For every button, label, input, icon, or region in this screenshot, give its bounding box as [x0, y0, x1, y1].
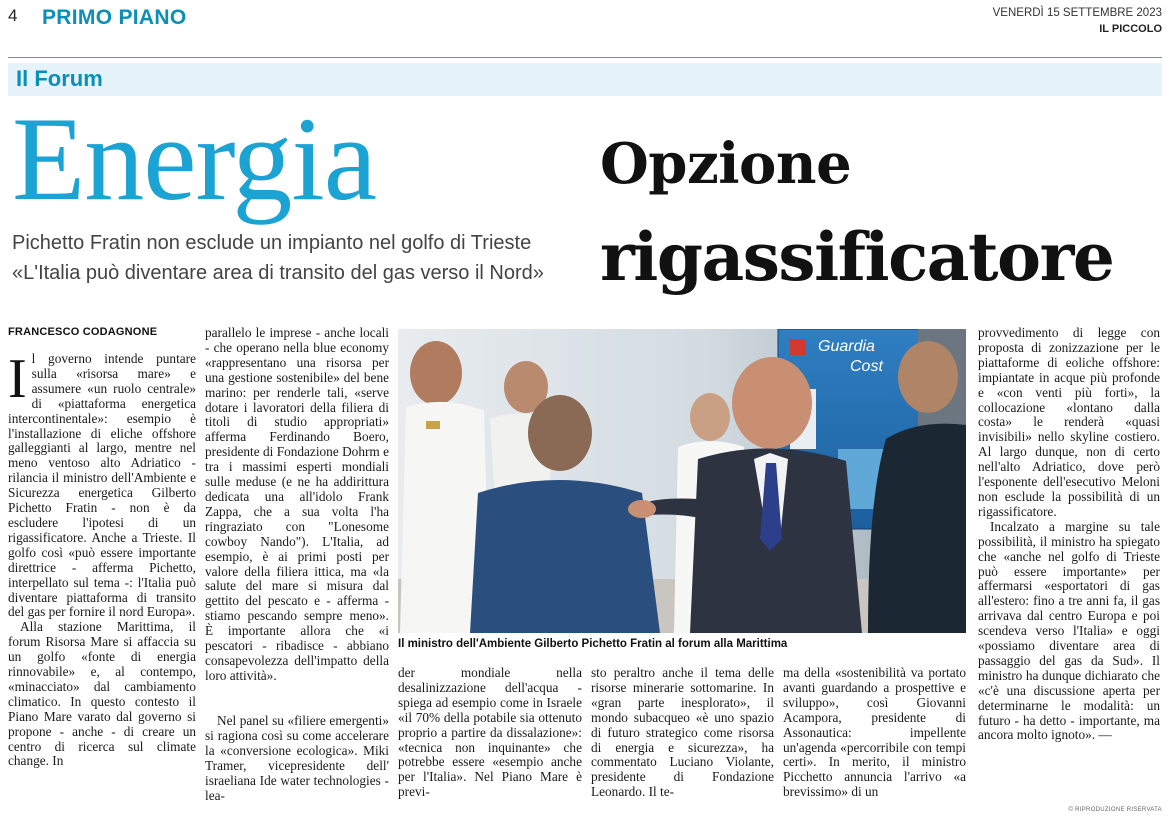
photo-caption: Il ministro dell'Ambiente Gilberto Pichetto Fratin al forum alla Marittima: [398, 638, 788, 650]
header-divider: [8, 57, 1162, 58]
headline-line-2: rigassificatore: [600, 218, 1114, 296]
article-column-4: [591, 666, 774, 814]
topic-title: Energia: [12, 92, 376, 225]
subhead-2: «L'Italia può diventare area di transito del gas verso il Nord»: [12, 262, 544, 284]
paragraph: der mondiale nella desalinizzazione dell'acqua - spiega ad esempio come in Israele «il 70% della potabile sia ottenuto proprio a partire da dissalazione»: «tecnica non inquinante» che potrebbe essere «esempio anche per l'Italia». Nel Piano Mare è previ-: [398, 666, 582, 800]
article-column-3: [398, 666, 582, 814]
paragraph: Il governo intende puntare sulla «risorsa mare» e assumere «un ruolo centrale» di «piattaforma energetica intercontinentale»: esempio è l'installazione di eliche offshore galleggianti al largo, mentre nel meno ventoso alto Adriatico - rilancia il ministro dell'Ambiente e Sicurezza energetica Gilberto Pichetto Fratin - non è da escludere l'ipotesi di un rigassificatore. Anche a Trieste. Il golfo così «può essere importante direttrice - afferma Pichetto, interpellato sul tema -: l'Italia può diventare piattaforma di transito del gas per fornire il nord Europa».: [8, 352, 196, 620]
paragraph: provvedimento di legge con proposta di zonizzazione per le piattaforme di eoliche offshore: impiantate in acque più profonde e «con venti più forti», la collocazione «lontano dalla costa» le renderà «quasi invisibili» nello skyline costiero. Al largo dunque, non di certo nell'alto Adriatico, dove però l'esponente dell'esecutivo Meloni non esclude la possibilità di un rigassificatore.: [978, 326, 1160, 519]
issue-date: VENERDÌ 15 SETTEMBRE 2023: [992, 7, 1162, 19]
article-column-5: [783, 666, 966, 814]
forum-label: Il Forum: [16, 66, 103, 91]
article-photo: [398, 329, 966, 633]
byline: FRANCESCO CODAGNONE: [8, 326, 158, 338]
article-column-1: [8, 352, 196, 814]
banner-text-2: Cost: [850, 358, 883, 375]
paragraph: parallelo le imprese - anche locali - che operano nella blue economy «rappresentano una risorsa per una gestione sostenibile» del bene marino: per renderle tali, «serve dotare i lavoratori della filiera di titoli di studio appropriati» afferma Ferdinando Boero, presidente di Fondazione Dohrm e tra i massimi esperti mondiali sulle meduse (e ne ha addirittura dedicata una all'idolo Frank Zappa, che a sua volta l'ha ringraziato con "Lonesome cowboy Nando"). L'Italia, ad esempio, è ai primi posti per valore della filiera ittica, ma «la salute del mare si misura dal gettito del pescato e - afferma - stiamo pescando sempre meno». È importante allora che «i pescatori - ribadisce - abbiano consapevolezza dell'impatto della loro attività».: [205, 326, 389, 683]
paragraph: ma della «sostenibilità va portato avanti guardando a prospettive e sviluppo», così Giovanni Acampora, presidente di Assonautica: impellente un'agenda «percorribile con tempi certi». In merito, il ministro Picchetto annuncia l'arrivo «a brevissimo» di un: [783, 666, 966, 800]
article-column-6: [978, 326, 1160, 806]
paragraph: Nel panel su «filiere emergenti» si ragiona così su come accelerare la «conversione ecologica». Miki Tramer, vicepresidente dell' israeliana Ide water technologies - lea-: [205, 714, 389, 803]
drop-cap: I: [8, 352, 27, 410]
paragraph: Incalzato a margine su tale possibilità, il ministro ha spiegato che «anche nel golfo di Trieste può essere importante» per affermarsi «esportatori di gas all'estero: fino a tre anni fa, il gas arrivava dal centro Europa e poi scendeva verso l'Italia» e oggi «possiamo diventare area di passaggio del gas da Sud». Il ministro ha dunque dichiarato che «c'è una discussione aperta per determinarne le modalità: un futuro - ha detto - importante, ma ancora molto ignoto». —: [978, 518, 1160, 743]
section-title: PRIMO PIANO: [42, 6, 187, 29]
copyright-notice: © RIPRODUZIONE RISERVATA: [1068, 807, 1162, 813]
paragraph: Alla stazione Marittima, il forum Risorsa Mare si affaccia su un golfo «fonte di energia rinnovabile» e, al contempo, «minacciato» dal cambiamento climatico. In questo contesto il Piano Mare varato dal governo si propone - anche - di creare un centro di ricerca sul climate change. In: [8, 619, 196, 769]
article-column-2: [205, 326, 389, 714]
banner-text-1: Guardia: [818, 338, 875, 355]
headline-line-1: Opzione: [600, 131, 852, 197]
article-column-2-continued: [205, 714, 389, 814]
newspaper-name: IL PICCOLO: [1099, 23, 1162, 35]
subhead-1: Pichetto Fratin non esclude un impianto nel golfo di Trieste: [12, 232, 532, 254]
page-number: 4: [8, 6, 18, 25]
paragraph: sto peraltro anche il tema delle risorse minerarie sottomarine. In «gran parte inesplorato», il mondo subacqueo «è uno spazio di futuro strategico come risorsa di energia e sicurezza», ha commentato Luciano Violante, presidente di Fondazione Leonardo. Il te-: [591, 666, 774, 800]
